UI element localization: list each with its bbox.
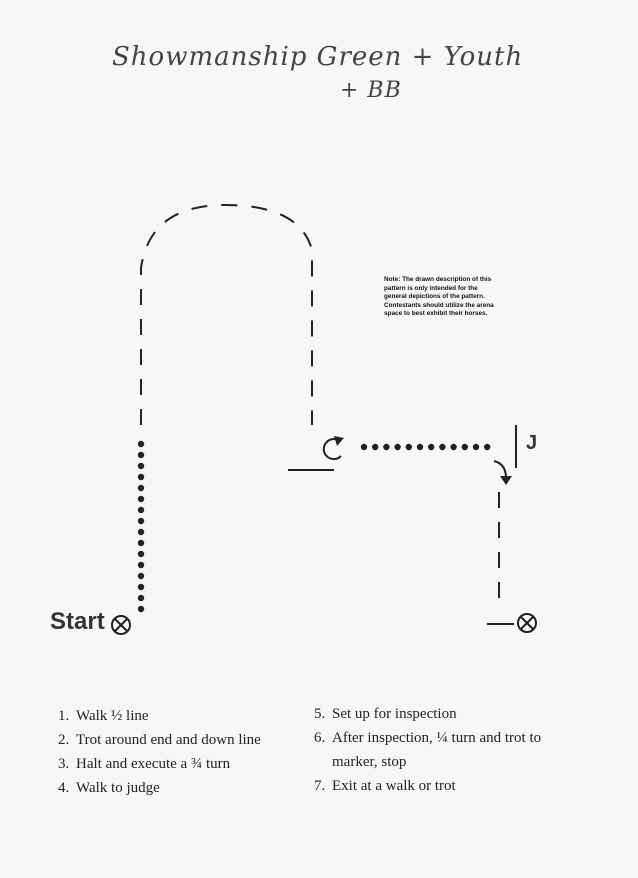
step-number: 1. [58,708,70,724]
step-item [58,776,261,800]
judge-dot [372,444,378,450]
step-text: Set up for inspection [332,706,457,722]
steps-list-right [314,702,541,798]
walk-dot [138,562,144,568]
judge-dot [428,444,434,450]
trot-path [141,205,312,425]
walk-dot [138,485,144,491]
step-item [314,750,541,774]
judge-dot [394,444,400,450]
walk-dot [138,540,144,546]
walk-dot [138,606,144,612]
walk-dot [138,452,144,458]
step-text: Trot around end and down line [76,732,261,748]
three-quarter-turn-icon [324,436,344,459]
step-text: After inspection, ¼ turn and trot to [332,730,542,746]
handwritten-title: Showmanship Green + Youth [112,42,524,72]
walk-dot [138,518,144,524]
step-text: Exit at a walk or trot [332,778,456,794]
walk-dot [138,529,144,535]
judge-dot [383,444,389,450]
step-number: 6. [314,730,326,746]
step-number: 3. [58,756,70,772]
step-item [314,726,541,750]
steps-list-left [58,704,261,800]
judge-dot [473,444,479,450]
start-label: Start [50,608,105,635]
walk-dot [138,463,144,469]
step-text: Walk to judge [76,780,160,796]
walk-dot [138,507,144,513]
step-item [314,774,541,798]
exit-marker-icon [518,614,536,632]
step-text: Halt and execute a ¾ turn [76,756,231,772]
step-text: marker, stop [332,754,407,770]
step-number: 2. [58,732,70,748]
start-marker-icon [112,616,130,634]
judge-label: J [526,432,538,454]
pattern-note: Note: The drawn description of this pattern is only intended for the general depictions of the pattern. Contestants should utilize the arena space to best exhibit their horses. [384,276,494,318]
walk-to-judge-dots [361,444,491,450]
walk-dot [138,551,144,557]
walk-dot [138,441,144,447]
step-number: 4. [58,780,70,796]
quarter-turn-icon [494,461,512,485]
step-item [58,704,261,728]
step-item [314,702,541,726]
step-number: 7. [314,778,326,794]
walk-dot [138,573,144,579]
step-item [58,728,261,752]
judge-dot [484,444,490,450]
walk-dot [138,595,144,601]
judge-dot [417,444,423,450]
judge-dot [439,444,445,450]
step-number: 5. [314,706,326,722]
walk-dot [138,474,144,480]
judge-dot [361,444,367,450]
judge-dot [406,444,412,450]
walk-dot [138,584,144,590]
judge-dot [462,444,468,450]
walk-dots [138,441,144,612]
handwritten-subtitle: + BB [340,78,402,103]
walk-dot [138,496,144,502]
step-item [58,752,261,776]
step-text: Walk ½ line [76,708,149,724]
judge-dot [450,444,456,450]
